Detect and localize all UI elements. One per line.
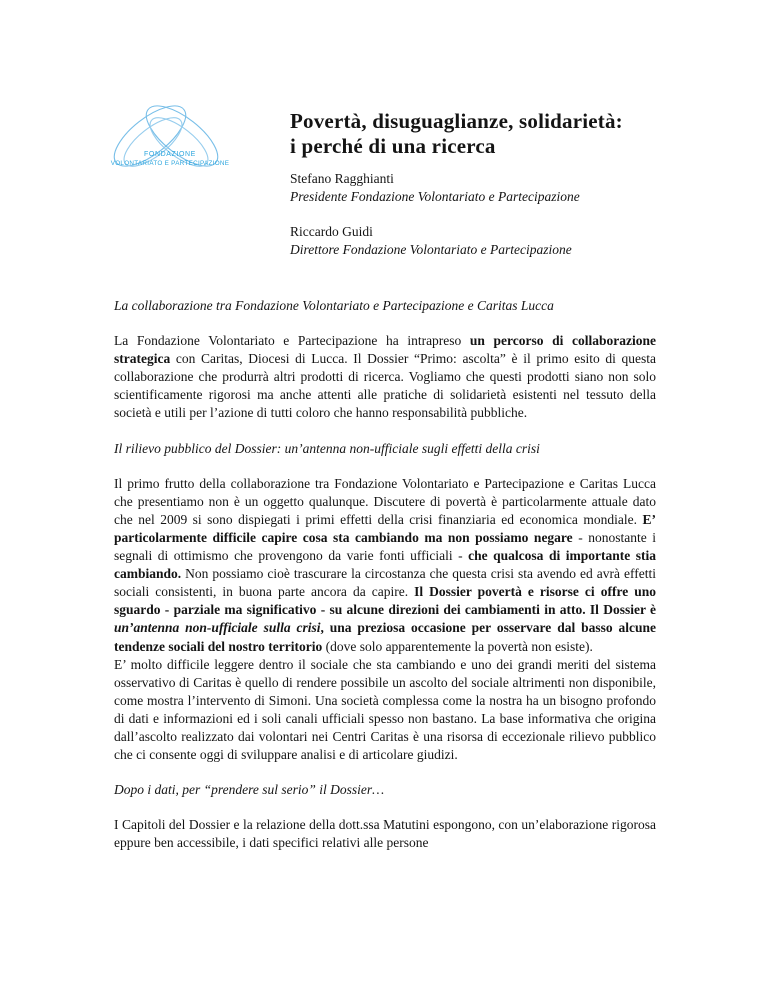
paragraph [114,816,656,852]
text-run: , una preziosa occasione per osservare dal basso alcune tendenze sociali del nostro territorio [114,620,656,654]
author-name: Stefano Ragghianti [290,171,394,186]
text-run: che qualcosa di importante stia cambiando. [114,548,656,582]
paragraph [114,332,656,422]
author-role: Presidente Fondazione Volontariato e Partecipazione [290,189,580,204]
page-title-line1: Povertà, disuguaglianze, solidarietà: [290,109,623,133]
text-run: E’ particolarmente difficile capire cosa sta cambiando ma non possiamo negare [114,511,656,545]
text-run: Non possiamo cioè trascurare la circostanza che questa crisi sta avendo ed avrà effetti sociali consistenti, in buona parte ancora da capire. [114,566,656,600]
text-run: (dove solo apparentemente la povertà non esiste). [322,638,593,654]
butterfly-logo-icon [92,98,240,193]
fondazione-logo [92,98,240,193]
text-run: un’antenna non-ufficiale sulla crisi [114,620,321,636]
section-heading: Dopo i dati, per “prendere sul serio” il Dossier… [114,782,385,798]
author-block [290,223,690,259]
author-name: Riccardo Guidi [290,224,373,239]
document-body [114,297,656,852]
section-heading: La collaborazione tra Fondazione Volontariato e Partecipazione e Caritas Lucca [114,298,554,313]
text-run: La Fondazione Volontariato e Partecipazione ha intrapreso [114,333,470,349]
text-run: - nonostante i segnali di ottimismo che provengono da varie fonti ufficiali - [114,529,656,564]
paragraph [114,656,656,765]
paragraph [114,475,656,656]
text-run: Il primo frutto della collaborazione tra Fondazione Volontariato e Partecipazione e Caritas Lucca che presentiamo non è un oggetto qualunque. Discutere di povertà è particolarmente attuale dato che nel 2009 si sono dispiegati i primi effetti della crisi finanziaria ed economica mondiale. [114,475,656,527]
page-title [290,109,690,158]
text-run: un percorso di collaborazione strategica [114,333,656,367]
text-run: E’ molto difficile leggere dentro il sociale che sta cambiando e uno dei grandi meriti del sistema osservativo di Caritas è quello di rendere possibile un ascolto del sociale altrimenti non disponibile, come mostra l’intervento di Simoni. Una società complessa come la nostra ha un bisogno profondo di dati e informazioni ed i soli canali ufficiali spesso non bastano. La base informativa che origina dall’ascolto realizzato dai volontari nei Centri Caritas è una risorsa di eccezionale rilievo pubblico che ci consente oggi di sviluppare analisi e di articolare giudizi. [114,656,656,763]
page-title-line2: i perché di una ricerca [290,133,496,158]
text-run: Il Dossier povertà e risorse ci offre uno sguardo - parziale ma significativo - su alcune direzioni dei cambiamenti in atto. Il Dossier è [114,584,656,618]
author-role: Direttore Fondazione Volontariato e Partecipazione [290,242,572,257]
text-run: con Caritas, Diocesi di Lucca. Il Dossier “Primo: ascolta” è il primo esito di questa collaborazione che produrrà altri prodotti di ricerca. Vogliamo che questi prodotti siano non solo scientificamente rigorosi ma anche attenti alle pratiche di solidarietà esistenti nel tessuto della società e utili per l’azione di tutti coloro che hanno responsabilità pubbliche. [114,351,656,421]
logo-text-line1: FONDAZIONE [144,151,196,158]
text-run: I Capitoli del Dossier e la relazione della dott.ssa Matutini espongono, con un’elaborazione rigorosa eppure ben accessibile, i dati specifici relativi alle persone [114,817,656,851]
section-heading: Il rilievo pubblico del Dossier: un’antenna non-ufficiale sugli effetti della crisi [114,440,540,456]
author-block [290,170,690,206]
author-list [290,170,690,276]
logo-text-line2: VOLONTARIATO E PARTECIPAZIONE [110,160,230,167]
